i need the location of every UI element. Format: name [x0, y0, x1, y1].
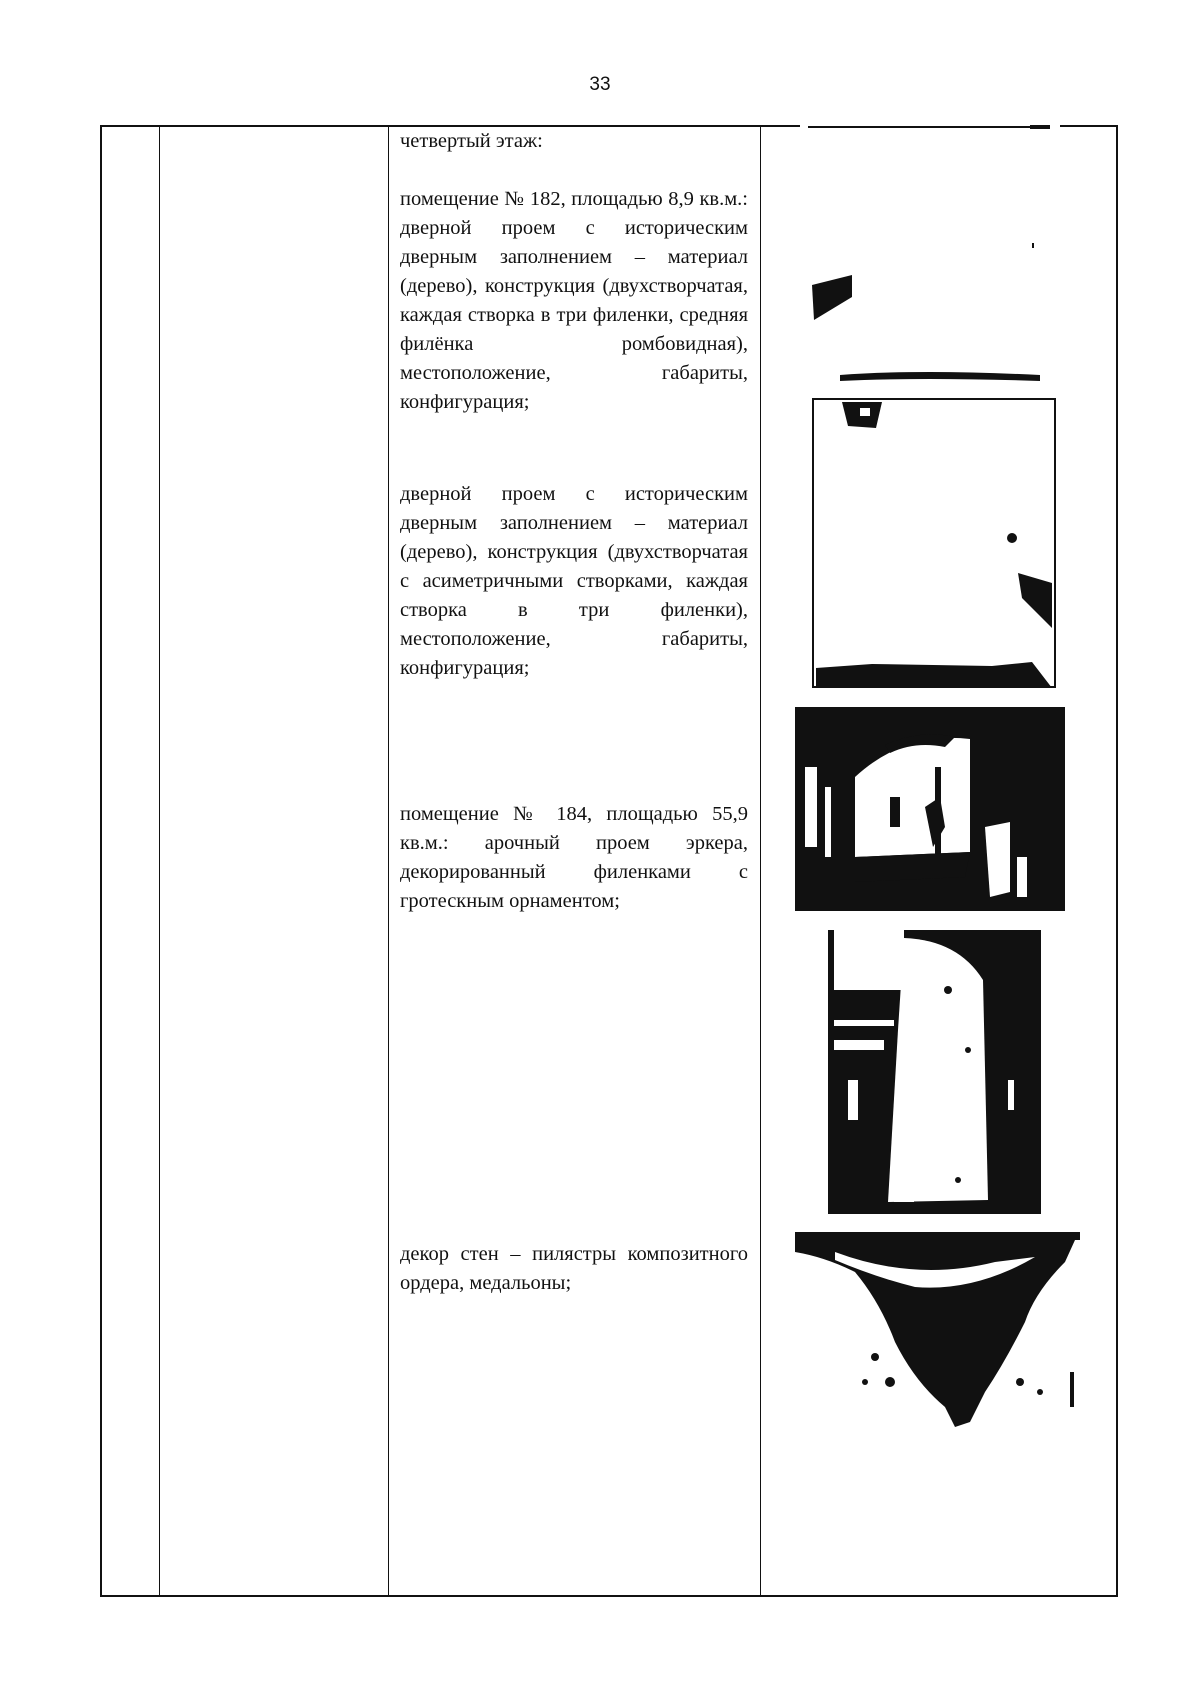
floor-heading: четвертый этаж:: [400, 130, 543, 152]
room-184-arch-description: помещение № 184, площадью 55,9 кв.м.: арочный проем эркера, декорированный филенками с гротескным орнаментом;: [400, 803, 748, 912]
door-photo-icon: [800, 125, 1060, 395]
column-divider: [388, 127, 389, 1595]
wall-decor-photo-icon: [795, 1232, 1085, 1432]
room-182-door-description: помещение № 182, площадью 8,9 кв.м.: дверной проем с историческим дверным заполнением – материал (дерево), конструкция (двухстворчатая, каждая створка в три филенки, средняя филёнка ромбовидная), местоположение, габариты, конфигурация;: [400, 188, 748, 413]
column-divider: [760, 127, 761, 1595]
column-divider: [159, 127, 160, 1595]
interior-photo-icon: [795, 707, 1065, 911]
arch-photo-icon: [828, 930, 1041, 1214]
wall-decor-description: декор стен – пилястры композитного ордера, медальоны;: [400, 1243, 748, 1294]
page-number: 33: [589, 74, 611, 95]
door-asymmetric-description: дверной проем с историческим дверным заполнением – материал (дерево), конструкция (двухстворчатая с асиметричными створками, каждая створка в три филенки), местоположение, габариты, конфигурация;: [400, 483, 748, 679]
door-photo-icon: [812, 398, 1056, 688]
